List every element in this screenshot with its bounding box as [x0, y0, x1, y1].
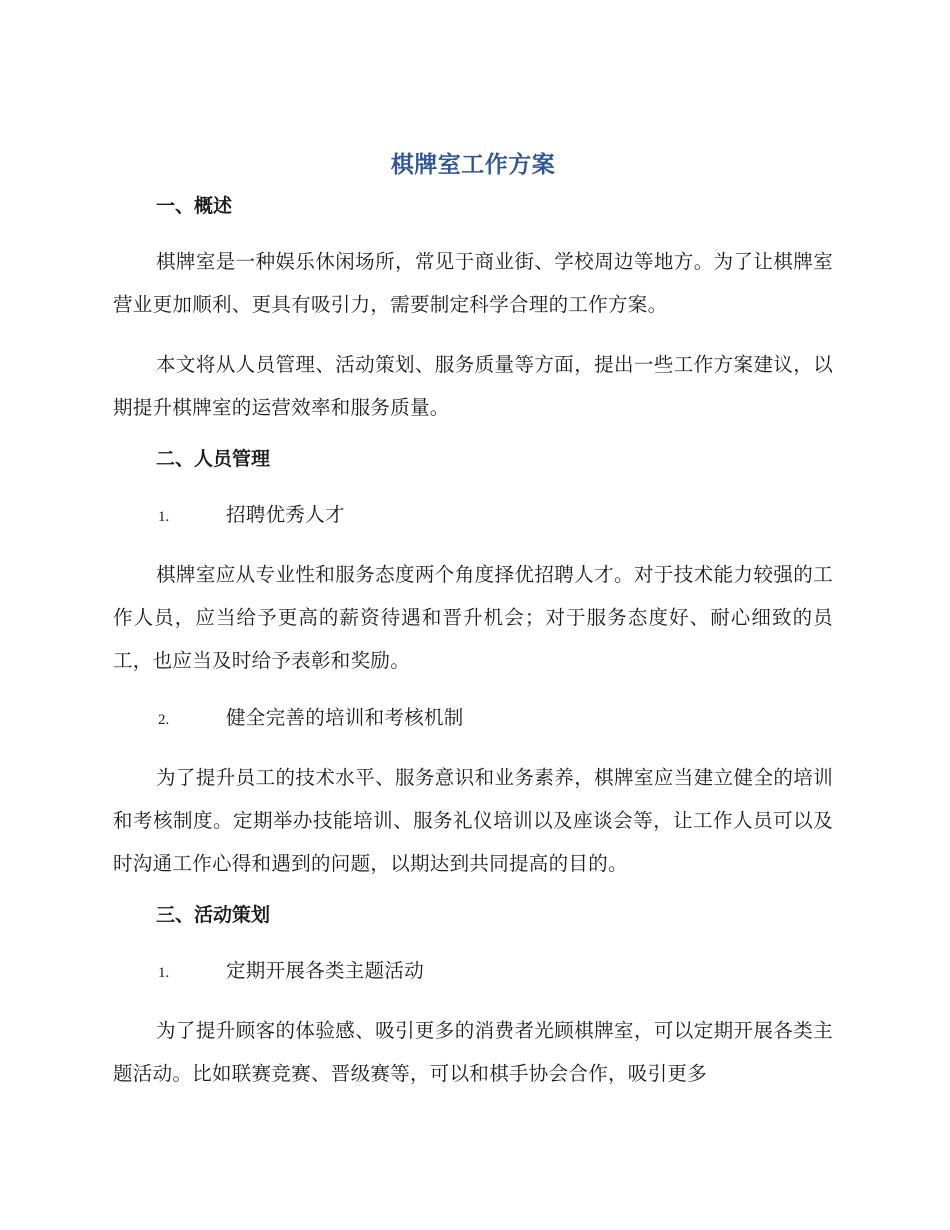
list-item-title: 招聘优秀人才 [226, 503, 345, 526]
section-heading-overview: 一、概述 [156, 195, 233, 217]
paragraph: 棋牌室是一种娱乐休闲场所，常见于商业街、学校周边等地方。为了让棋牌室营业更加顺利、更具有吸引力，需要制定科学合理的工作方案。 [113, 250, 833, 316]
document-title: 棋牌室工作方案 [390, 152, 556, 178]
section-heading-activities: 三、活动策划 [156, 904, 271, 926]
paragraph: 为了提升顾客的体验感、吸引更多的消费者光顾棋牌室，可以定期开展各类主题活动。比如联赛竞赛、晋级赛等，可以和棋手协会合作，吸引更多 [113, 1019, 833, 1085]
list-item-title: 健全完善的培训和考核机制 [226, 706, 464, 729]
list-item-heading [113, 493, 833, 539]
document-body [113, 140, 833, 1095]
paragraph: 本文将从人员管理、活动策划、服务质量等方面，提出一些工作方案建议，以期提升棋牌室的运营效率和服务质量。 [113, 353, 833, 419]
paragraph: 为了提升员工的技术水平、服务意识和业务素养，棋牌室应当建立健全的培训和考核制度。定期举办技能培训、服务礼仪培训以及座谈会等，让工作人员可以及时沟通工作心得和遇到的问题，以期达到共同提高的目的。 [113, 766, 833, 875]
section-heading-personnel: 二、人员管理 [156, 448, 271, 470]
paragraph: 棋牌室应从专业性和服务态度两个角度择优招聘人才。对于技术能力较强的工作人员，应当给予更高的薪资待遇和晋升机会；对于服务态度好、耐心细致的员工，也应当及时给予表彰和奖励。 [113, 563, 833, 672]
list-item-title: 定期开展各类主题活动 [226, 959, 425, 982]
list-item-heading [113, 696, 833, 742]
list-number: 2. [158, 712, 170, 728]
list-item-heading [113, 949, 833, 995]
list-number: 1. [158, 965, 170, 981]
list-number: 1. [158, 509, 170, 525]
